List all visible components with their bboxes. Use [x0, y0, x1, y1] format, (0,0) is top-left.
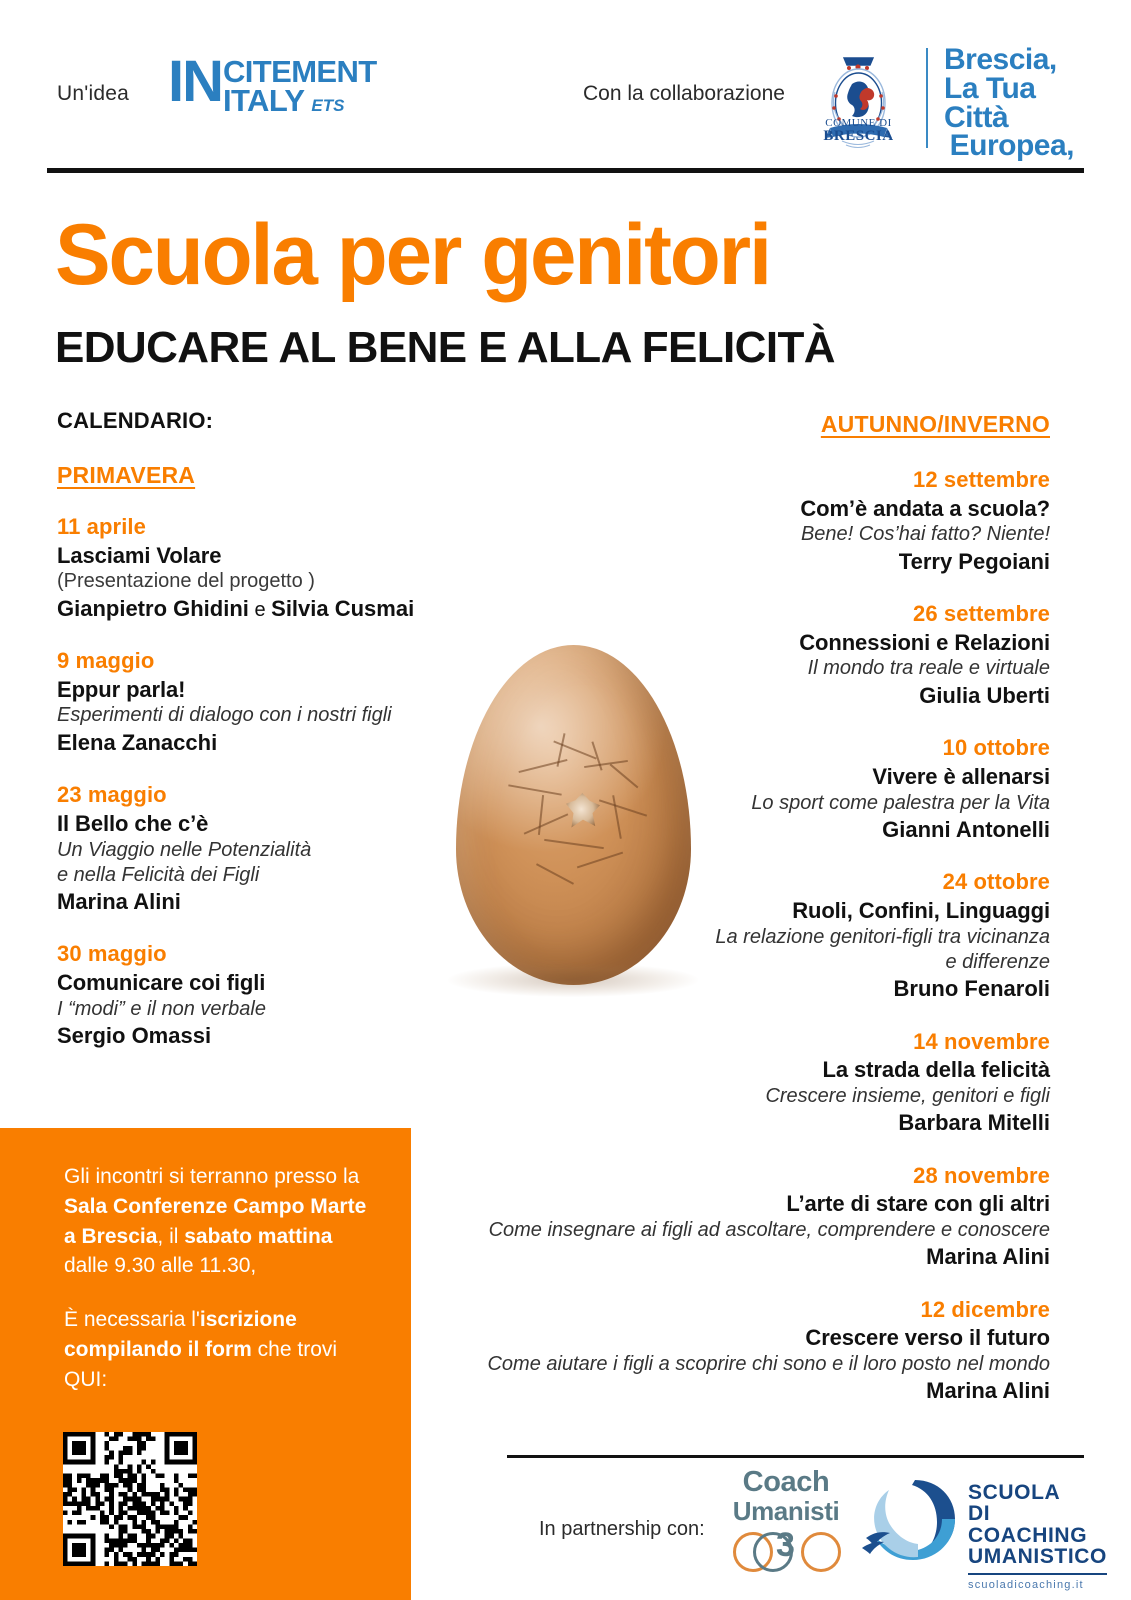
event-speaker: Marina Alini — [926, 1244, 1050, 1270]
event-title: La strada della felicità — [822, 1057, 1050, 1083]
event-subtitle: Come aiutare i figli a scoprire chi sono e il loro posto nel mondo — [487, 1353, 1050, 1376]
logo-italy-text: ITALY — [223, 82, 305, 118]
event-item — [452, 1296, 1050, 1406]
footer-divider-rule — [507, 1455, 1084, 1458]
incitement-italy-logo — [168, 49, 377, 118]
event-speaker: Marina Alini — [926, 1378, 1050, 1404]
event-item — [57, 647, 457, 757]
event-title: Vivere è allenarsi — [872, 763, 1050, 789]
idea-label: Un'idea — [57, 82, 129, 105]
info-panel-text — [64, 1162, 382, 1395]
event-item — [452, 868, 1050, 1003]
event-subtitle: Come insegnare ai figli ad ascoltare, comprendere e conoscere — [488, 1218, 1050, 1241]
claim-line-2: La Tua Città — [944, 71, 1036, 134]
event-date: 11 aprile — [57, 514, 146, 539]
event-date: 9 maggio — [57, 648, 155, 674]
spring-event-list — [57, 513, 457, 1075]
event-title: Connessioni e Relazioni — [799, 629, 1050, 655]
event-speaker: Giulia Uberti — [919, 682, 1050, 708]
event-subtitle-2: e nella Felicità dei Figli — [57, 863, 260, 886]
event-speaker-join: e — [248, 598, 272, 621]
coach-logo-line-1: Coach — [742, 1466, 830, 1498]
event-subtitle: Crescere insieme, genitori e figli — [765, 1084, 1050, 1107]
season-heading-autumn-winter: AUTUNNO/INVERNO — [820, 411, 1050, 437]
venue-time: dalle 9.30 alle 11.30, — [64, 1254, 257, 1278]
venue-name: Sala Conferenze Campo Marte a Brescia — [64, 1194, 367, 1248]
event-date: 28 novembre — [913, 1162, 1050, 1188]
claim-line-3: Europea, — [949, 129, 1074, 163]
header-vertical-divider — [926, 48, 928, 148]
event-item — [452, 1162, 1050, 1272]
signup-action: iscrizione compilando il form — [64, 1308, 297, 1362]
event-date: 14 novembre — [913, 1028, 1050, 1054]
event-item — [57, 940, 457, 1050]
logo-citement-text: CITEMENT — [223, 54, 377, 89]
event-title: Ruoli, Confini, Linguaggi — [792, 897, 1050, 923]
scuola-logo-text — [968, 1482, 1107, 1591]
event-subtitle-2: e differenze — [945, 950, 1050, 973]
info-text-gap — [64, 1281, 382, 1305]
event-title: Com’è andata a scuola? — [800, 495, 1050, 521]
event-speaker-a: Gianpietro Ghidini — [57, 595, 249, 621]
event-subtitle: Esperimenti di dialogo con i nostri figli — [57, 704, 392, 727]
event-speaker: Bruno Fenaroli — [893, 975, 1050, 1001]
event-date: 12 dicembre — [920, 1296, 1050, 1322]
event-title: L’arte di stare con gli altri — [786, 1191, 1050, 1217]
event-subtitle: Il mondo tra reale e virtuale — [807, 657, 1050, 680]
event-title: Crescere verso il futuro — [805, 1325, 1050, 1351]
scuola-line-2: DI COACHING — [968, 1502, 1088, 1547]
crest-line-1: COMUNE DI — [825, 117, 892, 129]
season-heading-spring: PRIMAVERA — [57, 462, 196, 488]
event-note: (Presentazione del progetto ) — [57, 570, 315, 593]
calendar-label: CALENDARIO: — [57, 408, 214, 433]
venue-text-pre: Gli incontri si terranno presso la — [64, 1165, 360, 1188]
event-speaker: Barbara Mitelli — [898, 1110, 1050, 1136]
venue-day: sabato mattina — [184, 1224, 333, 1248]
signup-text-post: che trovi QUI: — [64, 1338, 338, 1391]
claim-line-1: Brescia, — [944, 43, 1057, 76]
header-divider-rule — [47, 168, 1084, 173]
swirl-icon — [860, 1474, 960, 1568]
event-date: 12 settembre — [913, 467, 1050, 492]
event-subtitle: Lo sport come palestra per la Vita — [751, 791, 1050, 814]
event-date: 23 maggio — [57, 782, 167, 808]
event-item — [452, 466, 1050, 576]
crest-caption — [806, 118, 911, 145]
logo-in-mark: IN — [168, 49, 222, 114]
event-subtitle: Bene! Cos’hai fatto? Niente! — [800, 523, 1050, 546]
coach-logo-numeral: 3 — [776, 1526, 795, 1564]
event-item — [452, 1028, 1050, 1138]
event-speaker: Gianni Antonelli — [882, 816, 1050, 842]
event-speaker: Terry Pegoiani — [898, 548, 1050, 574]
scuola-line-3: UMANISTICO — [968, 1545, 1107, 1569]
crest-line-2: BRESCIA — [823, 128, 894, 145]
event-subtitle: La relazione genitori-figli tra vicinanza — [715, 925, 1050, 948]
event-speaker-b: Silvia Cusmai — [271, 595, 415, 621]
event-speaker — [57, 595, 457, 624]
logo-ets-text: ETS — [311, 95, 345, 115]
registration-qr-code[interactable] — [63, 1432, 197, 1566]
poster-header — [0, 0, 1131, 172]
page-subtitle: EDUCARE AL BENE E ALLA FELICITÀ — [55, 323, 835, 372]
event-title: Comunicare coi figli — [57, 970, 266, 996]
event-speaker: Elena Zanacchi — [57, 729, 218, 755]
event-date: 26 settembre — [913, 601, 1050, 627]
scuola-di-coaching-umanistico-logo — [860, 1470, 1107, 1591]
event-item — [57, 781, 457, 916]
brescia-city-claim-logo — [944, 43, 1074, 163]
event-date: 10 ottobre — [942, 735, 1050, 761]
collaboration-label: Con la collaborazione — [583, 82, 785, 105]
venue-text-mid: , il — [157, 1224, 185, 1248]
event-speaker: Sergio Omassi — [57, 1022, 212, 1048]
event-item — [57, 513, 457, 623]
page-title: Scuola per genitori — [55, 207, 771, 303]
signup-text-pre: È necessaria l' — [64, 1308, 200, 1332]
event-title: Lasciami Volare — [57, 542, 222, 568]
ring-right-icon — [801, 1532, 841, 1572]
autumn-winter-event-list — [452, 466, 1050, 1430]
event-subtitle: Un Viaggio nelle Potenzialità — [57, 838, 312, 861]
coach-umanisti-logo — [727, 1468, 845, 1574]
event-item — [452, 600, 1050, 710]
event-title: Eppur parla! — [57, 676, 186, 702]
event-title: Il Bello che c’è — [57, 810, 209, 836]
event-item — [452, 734, 1050, 844]
event-date: 30 maggio — [57, 941, 167, 967]
scuola-website-url: scuoladicoaching.it — [968, 1573, 1107, 1591]
scuola-line-1: SCUOLA — [968, 1481, 1061, 1504]
event-speaker: Marina Alini — [57, 888, 181, 914]
event-subtitle: I “modi” e il non verbale — [57, 997, 266, 1020]
partnership-label: In partnership con: — [539, 1518, 705, 1540]
event-date: 24 ottobre — [942, 869, 1050, 895]
coach-logo-line-2: Umanisti — [732, 1496, 840, 1526]
